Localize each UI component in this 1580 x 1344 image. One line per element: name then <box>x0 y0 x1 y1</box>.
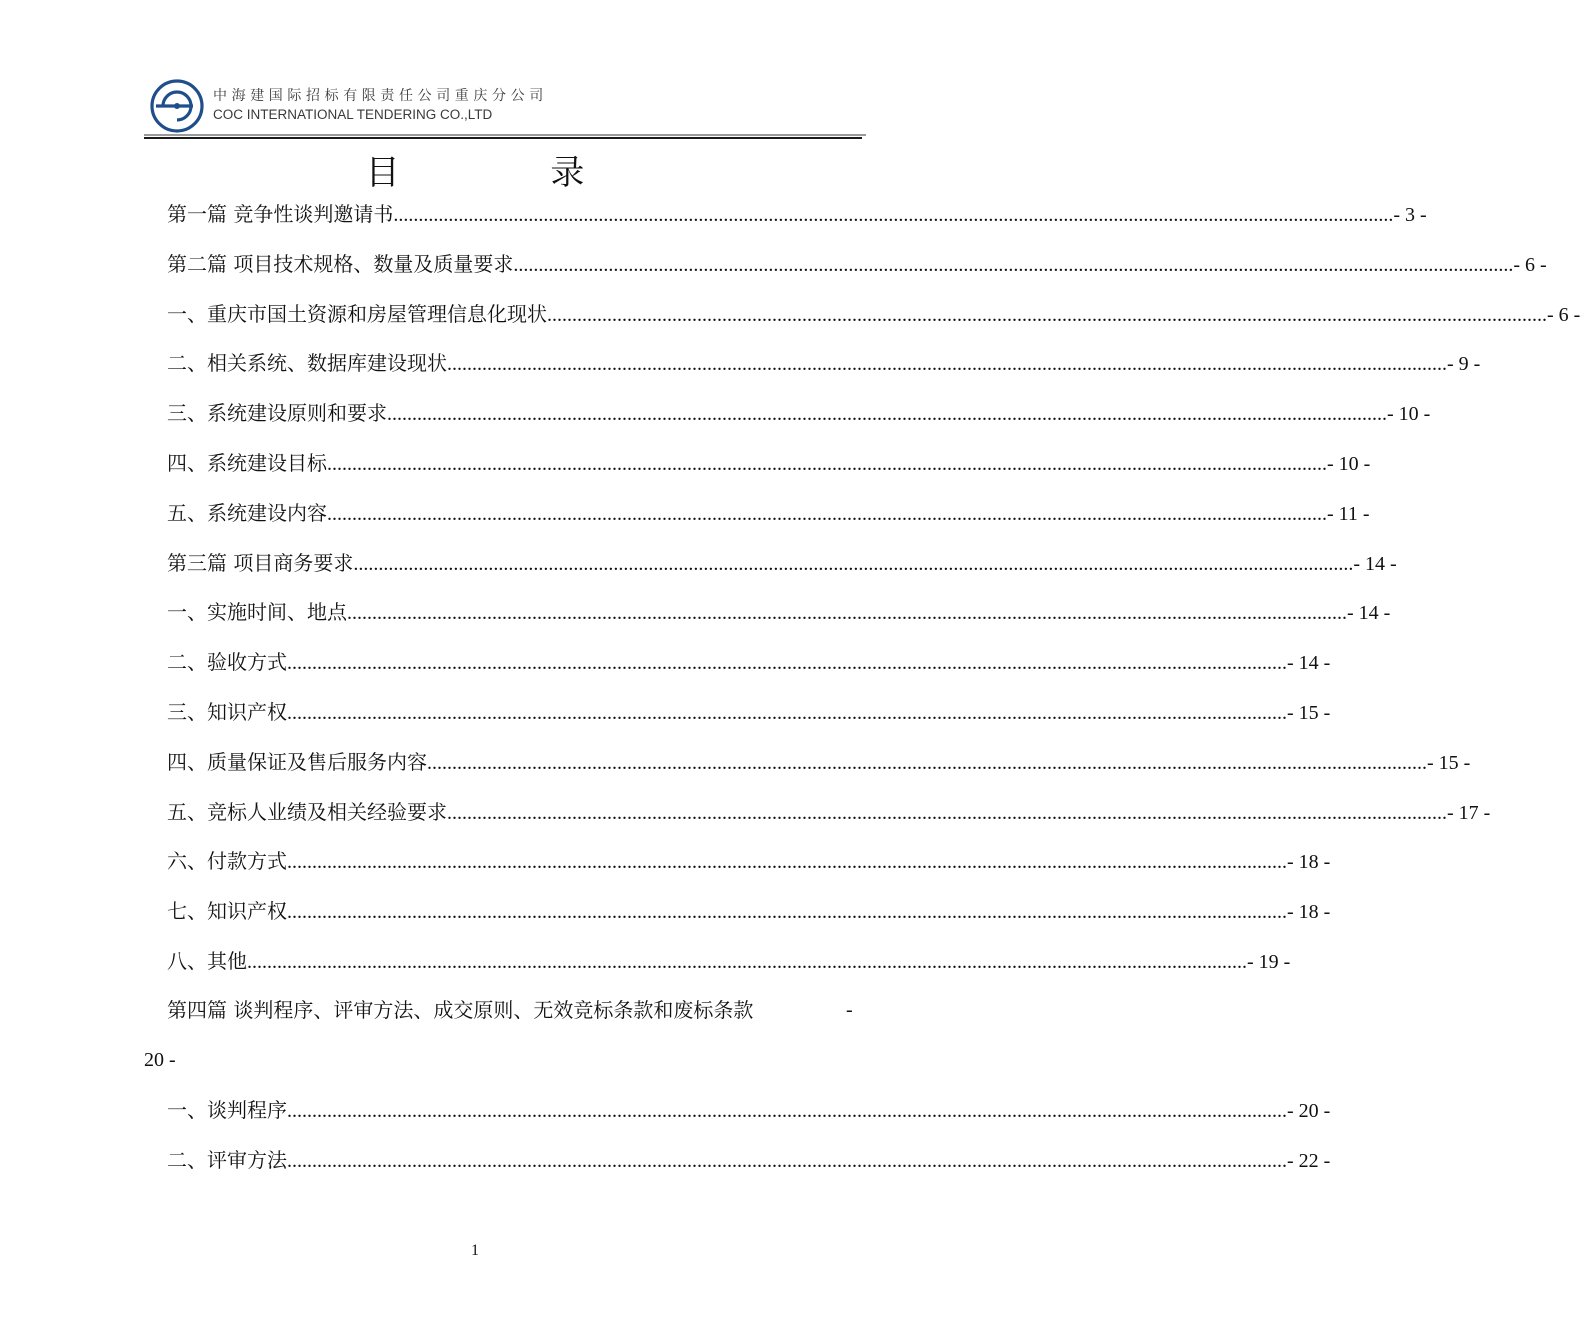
toc-entry-label: 八、其他 <box>167 949 247 973</box>
dot-leader: ........................................................................................................................................................................................................ <box>287 1100 1287 1122</box>
toc-entry-page: - 19 - <box>1247 951 1291 973</box>
toc-entry[interactable] <box>167 300 1580 328</box>
toc-entry-page: - 6 - <box>1513 253 1547 276</box>
toc-entry-page: - 9 - <box>1447 353 1481 376</box>
toc-entry-page: - 14 - <box>1347 602 1391 625</box>
dot-leader: ........................................................................................................................................................................................................ <box>327 502 1327 525</box>
toc-entry[interactable] <box>167 847 1331 875</box>
toc-entry-label: 七、知识产权 <box>167 899 287 924</box>
toc-entry-label: 一、重庆市国土资源和房屋管理信息化现状 <box>167 301 547 326</box>
dot-leader: ........................................................................................................................................................................................................ <box>287 1150 1287 1172</box>
toc-entry-page: - 15 - <box>1287 702 1331 724</box>
dot-leader: ........................................................................................................................................................................................................ <box>447 353 1447 376</box>
toc-entry-label: 一、实施时间、地点 <box>167 600 347 625</box>
toc-entry[interactable] <box>167 1096 1331 1124</box>
toc-entry-label: 六、付款方式 <box>167 849 287 874</box>
dot-leader: ........................................................................................................................................................................................................ <box>427 751 1427 774</box>
toc-entry[interactable] <box>167 897 1331 925</box>
toc-entry-page: - 15 - <box>1427 751 1471 774</box>
document-header <box>145 74 865 138</box>
dot-leader: ........................................................................................................................................................................................................ <box>287 652 1287 675</box>
dot-leader: ........................................................................................................................................................................................................ <box>353 552 1354 575</box>
toc-entry[interactable] <box>167 748 1471 776</box>
toc-entry-label: 第一篇 竞争性谈判邀请书 <box>167 202 394 226</box>
toc-entry-page: - 11 - <box>1327 502 1370 525</box>
toc-entry-page: - 10 - <box>1327 453 1371 475</box>
toc-entry[interactable] <box>167 1146 1331 1174</box>
header-rule-thin <box>144 134 866 136</box>
toc-entry-page: - 18 - <box>1287 851 1331 874</box>
toc-entry-page: - 14 - <box>1353 552 1397 575</box>
toc-entry-label: 三、系统建设原则和要求 <box>167 401 387 426</box>
toc-entry-label: 二、相关系统、数据库建设现状 <box>167 351 447 376</box>
toc-entry[interactable] <box>167 349 1481 377</box>
dot-leader: ........................................................................................................................................................................................................ <box>387 403 1387 426</box>
toc-entry-label: 第三篇 项目商务要求 <box>167 550 354 575</box>
dot-leader: ........................................................................................................................................................................................................ <box>447 801 1447 824</box>
dot-leader: ........................................................................................................................................................................................................ <box>513 253 1514 276</box>
dot-leader: ........................................................................................................................................................................................................ <box>287 851 1287 874</box>
toc-entry-label[interactable]: 第四篇 谈判程序、评审方法、成交原则、无效竞标条款和废标条款 <box>167 998 754 1022</box>
toc-entry[interactable] <box>167 250 1547 278</box>
dot-leader: ........................................................................................................................................................................................................ <box>547 303 1547 326</box>
toc-entry[interactable] <box>167 698 1331 726</box>
toc-entry-label: 二、验收方式 <box>167 650 287 675</box>
toc-entry[interactable] <box>167 549 1397 577</box>
toc-entry[interactable] <box>167 648 1331 676</box>
toc-entry-page: - 6 - <box>1547 303 1580 326</box>
page-number: 1 <box>471 1242 479 1259</box>
toc-entry-page: - 20 - <box>1287 1100 1331 1122</box>
dot-leader: ........................................................................................................................................................................................................ <box>247 951 1247 973</box>
company-name-en: COC INTERNATIONAL TENDERING CO.,LTD <box>213 107 493 122</box>
toc-entry-page: - 3 - <box>1393 204 1427 226</box>
toc-entry-page: - 14 - <box>1287 652 1331 675</box>
toc-entry-page: - 18 - <box>1287 901 1331 924</box>
toc-entry-page: - 10 - <box>1387 403 1431 426</box>
toc-entry-label: 一、谈判程序 <box>167 1098 287 1122</box>
dot-leader: ........................................................................................................................................................................................................ <box>393 204 1394 226</box>
toc-entry[interactable] <box>167 200 1427 228</box>
toc-entry-page: 20 - <box>144 1049 176 1071</box>
toc-entry-label: 二、评审方法 <box>167 1148 287 1172</box>
toc-entry-page: - <box>846 999 853 1021</box>
dot-leader: ........................................................................................................................................................................................................ <box>287 702 1287 724</box>
toc-entry[interactable] <box>167 598 1391 626</box>
company-name-cn: 中海建国际招标有限责任公司重庆分公司 <box>213 88 548 104</box>
dot-leader: ........................................................................................................................................................................................................ <box>327 453 1327 475</box>
toc-entry[interactable] <box>167 399 1431 427</box>
toc-entry[interactable] <box>167 499 1370 527</box>
toc-entry-page: - 22 - <box>1287 1150 1331 1172</box>
toc-entry-label: 四、系统建设目标 <box>167 451 327 475</box>
toc-entry[interactable] <box>167 947 1291 975</box>
dot-leader: ........................................................................................................................................................................................................ <box>347 602 1347 625</box>
toc-entry-label: 四、质量保证及售后服务内容 <box>167 749 427 774</box>
toc-entry-label: 五、系统建设内容 <box>167 500 327 525</box>
toc-title: 目 录 <box>365 153 655 193</box>
toc-entry[interactable] <box>167 798 1491 826</box>
header-rule-thick <box>144 137 862 139</box>
company-logo-icon <box>149 78 205 134</box>
toc-entry-page: - 17 - <box>1447 801 1491 824</box>
toc-entry-label: 五、竞标人业绩及相关经验要求 <box>167 799 447 824</box>
toc-entry-label: 三、知识产权 <box>167 700 287 724</box>
toc-entry[interactable] <box>167 449 1371 477</box>
dot-leader: ........................................................................................................................................................................................................ <box>287 901 1287 924</box>
toc-entry-label: 第二篇 项目技术规格、数量及质量要求 <box>167 251 514 276</box>
